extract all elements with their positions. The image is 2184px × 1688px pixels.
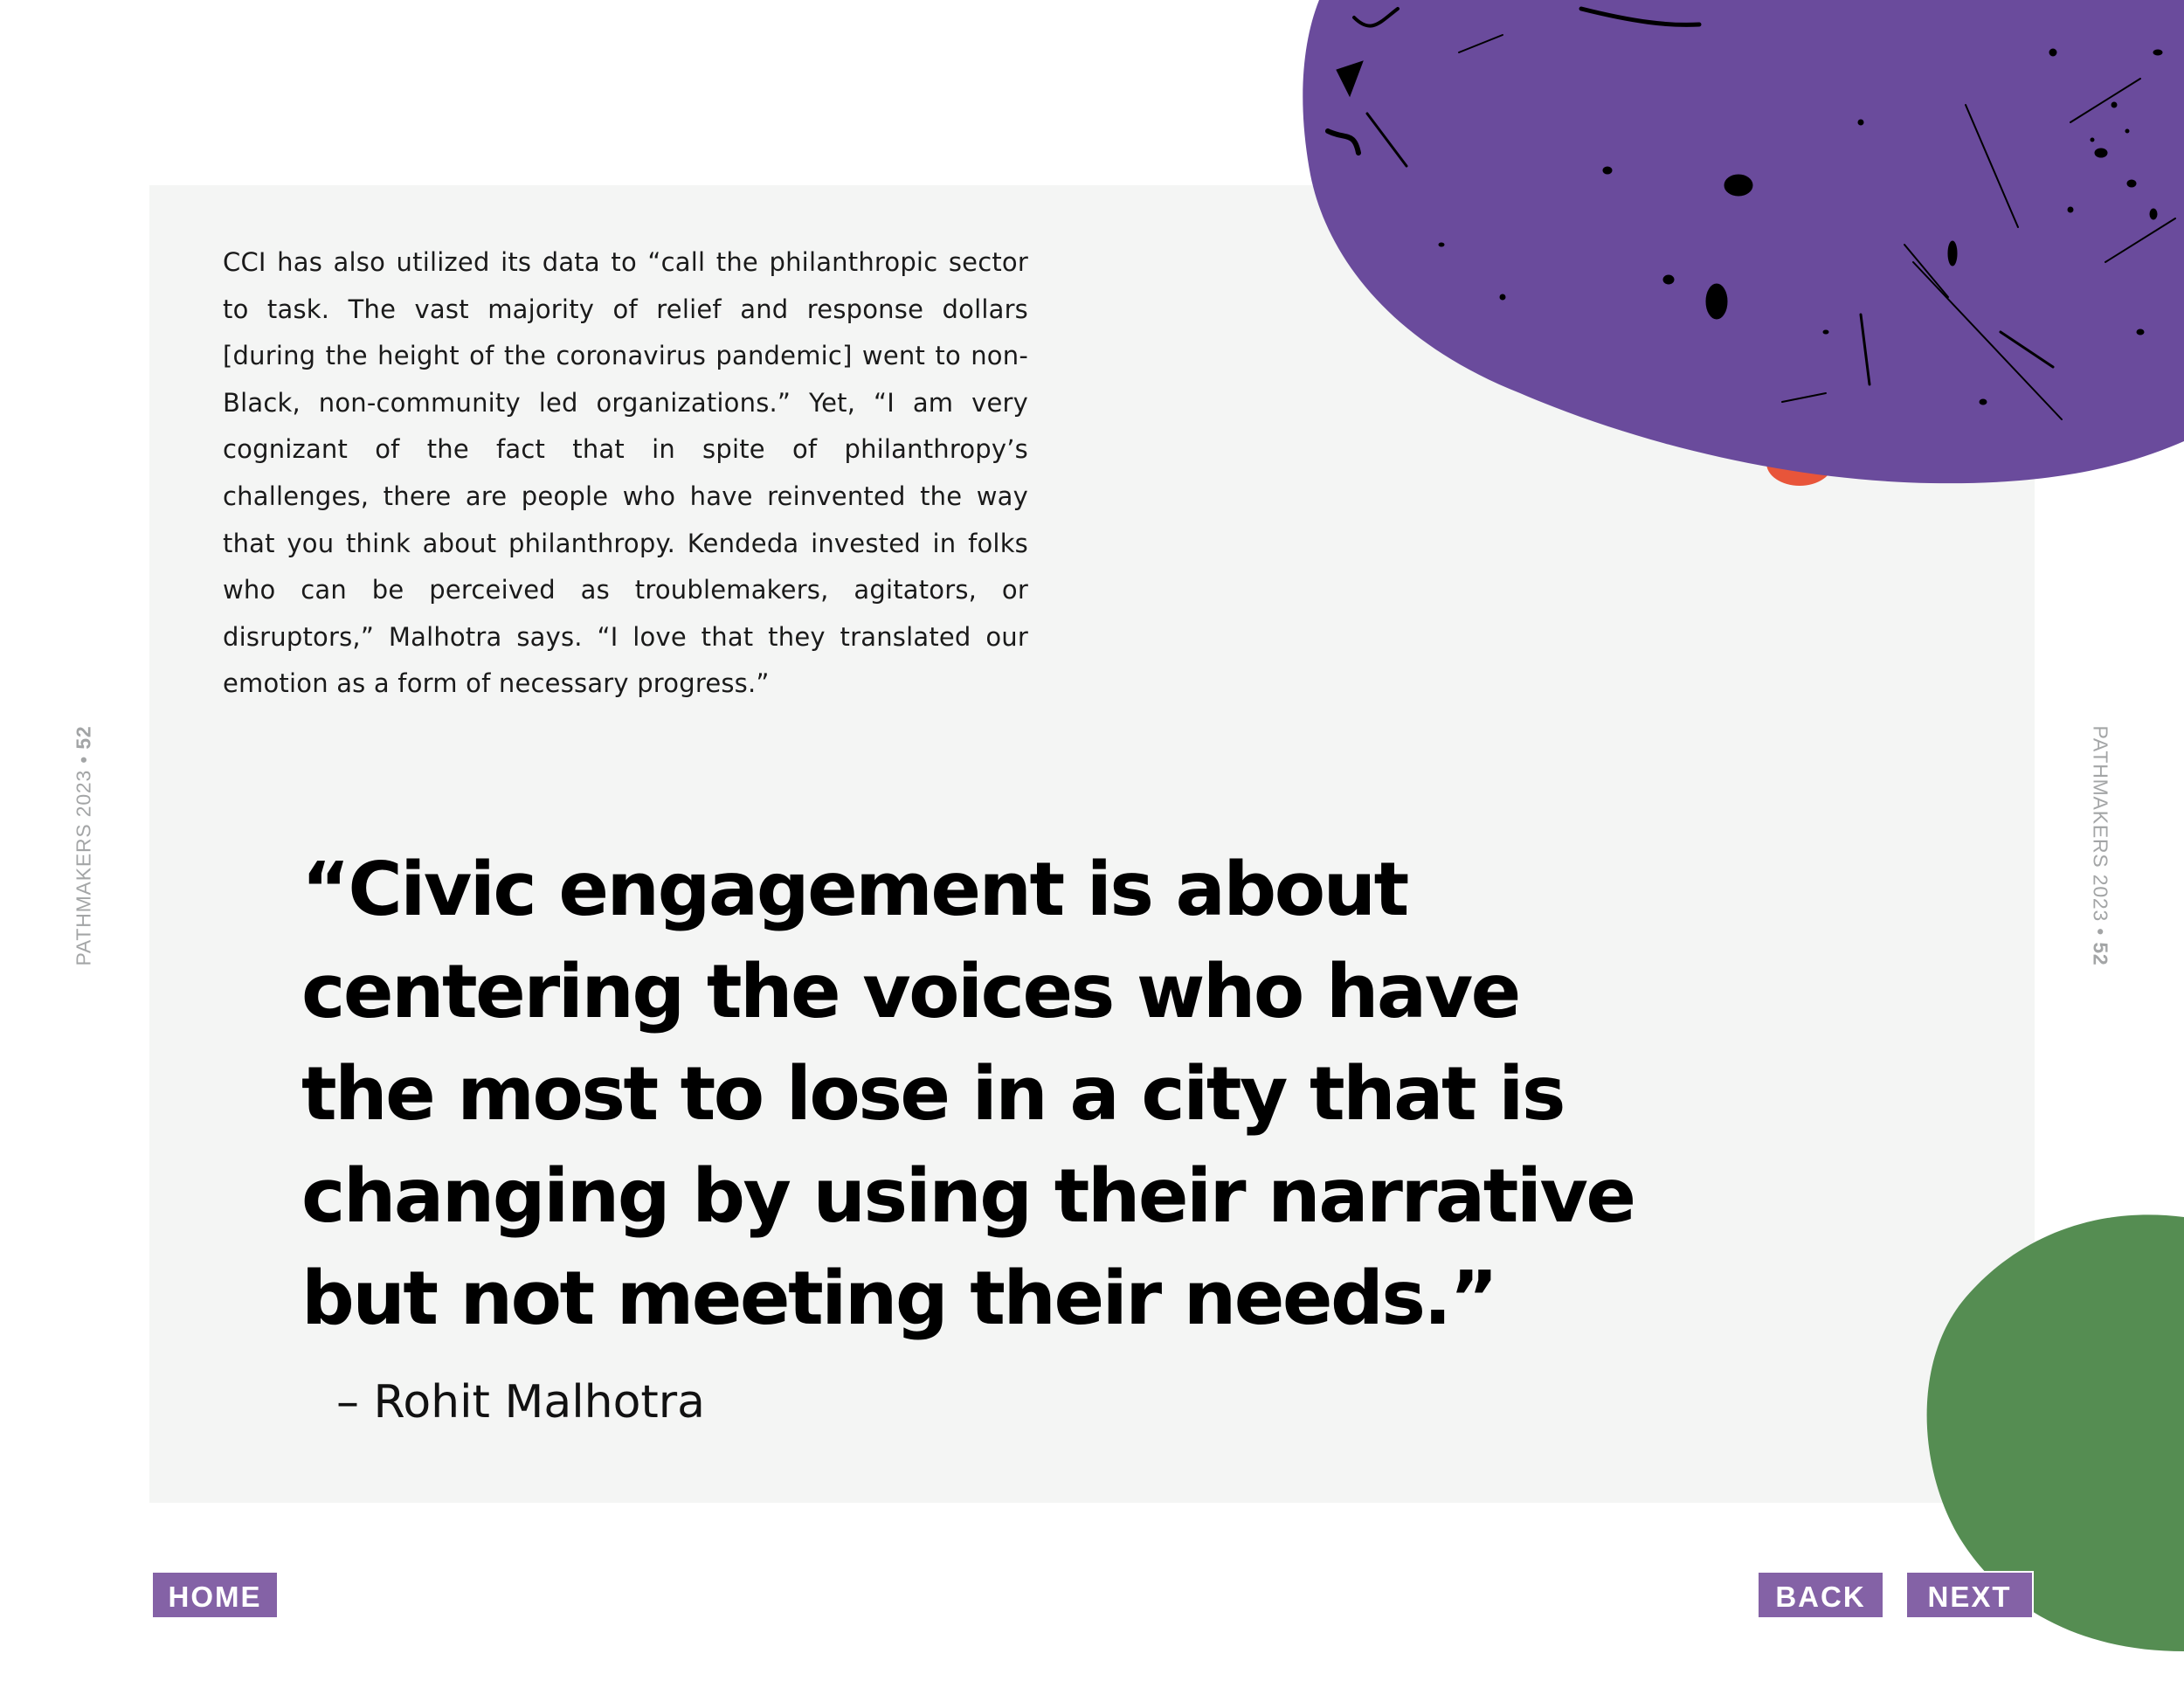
quote-line: “Civic engagement is about (301, 847, 1407, 933)
quote-attribution: – Rohit Malhotra (336, 1376, 706, 1429)
purple-blob-decoration (1302, 0, 2184, 489)
back-button[interactable]: BACK (1757, 1571, 1884, 1619)
quote-line: the most to lose in a city that is (301, 1051, 1564, 1138)
purple-blob-shape (1303, 0, 2184, 483)
side-label-text: PATHMAKERS 2023 • (72, 749, 95, 966)
quote-line: centering the voices who have (301, 949, 1519, 1035)
home-button[interactable]: HOME (151, 1571, 279, 1619)
side-label-left (73, 725, 96, 965)
quote-line: but not meeting their needs.” (301, 1256, 1496, 1342)
page-number: 52 (2089, 942, 2112, 966)
body-paragraph: CCI has also utilized its data to “call the philanthropic sector to task. The vast majority of relief and response dollars [during the height of the coronavirus pandemic] went to non-Black, non-community led organizations.” Yet, “I am very cognizant of the fact that in spite of philanthropy’s challenges, there are people who have reinvented the way that you think about philanthropy. Kendeda invested in folks who can be perceived as troublemakers, agitators, or disruptors,” Malhotra says. “I love that they translated our emotion as a form of necessary progress.” (223, 247, 1028, 699)
page-number: 52 (72, 725, 95, 750)
side-label-text: PATHMAKERS 2023 • (2089, 725, 2112, 943)
quote-line: changing by using their narrative (301, 1153, 1635, 1240)
pull-quote (301, 839, 1785, 1350)
side-label-right (2089, 725, 2112, 965)
next-button[interactable]: NEXT (1905, 1571, 2034, 1619)
